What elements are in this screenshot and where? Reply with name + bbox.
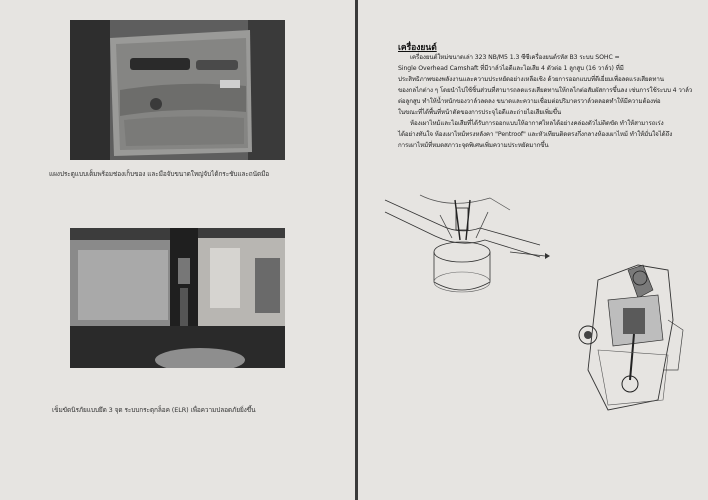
- door-trim-caption: แผงประตูแบบเต็มพร้อมช่องเก็บของ และมือจับขนาดใหญ่จับได้กระชับและถนัดมือ: [49, 170, 270, 178]
- body-line-5: ต่อลูกสูบ ทำให้น้ำหนักของวาล์วลดลง ขนาดและความเชื่อมต่อปริมาตรวาล์วตลอดทำให้มีความต้องท่อ: [398, 98, 661, 105]
- door-trim-illustration: [70, 20, 285, 160]
- section-heading: เครื่องยนต์: [398, 43, 437, 53]
- seat-belt-caption: เข็มขัดนิรภัยแบบยึด 3 จุด ระบบกระตุกล็อค (ELR) เพื่อความปลอดภัยยิ่งขึ้น: [52, 406, 256, 414]
- right-page: [358, 0, 708, 500]
- seat-belt-illustration: [70, 228, 285, 368]
- body-line-9: การเผาไหม้ที่หมดสภาวะจุดพิเศษเพิ่มความประหยัดมากขึ้น: [398, 142, 549, 149]
- body-line-8: ได้อย่างทันใจ ห้องเผาไหม้ทรงหลังคา "Pentroof" และหัวเทียนติดตรงกึ่งกลางห้องเผาไหม้ ทำให้มั่นใจได้ถึง: [398, 131, 673, 138]
- seat-belt-photo: [70, 228, 285, 368]
- body-line-3: ประสิทธิภาพของพลังงานและความประหยัดอย่างเหลือเชิง ด้วยการออกแบบที่ดีเยี่ยมเพื่อลดแรงเสียดทาน: [398, 76, 664, 83]
- intake-valve-diagram: [380, 190, 550, 310]
- engine-cutaway-diagram: [568, 260, 698, 420]
- body-line-2: Single Overhead Camshaft ที่มีวาล์วไอดีและไอเสีย 4 ตัวต่อ 1 ลูกสูบ (16 วาล์ว) ที่มี: [398, 65, 624, 72]
- body-line-7: ห้องเผาไหม้และไอเสียที่ได้รับการออกแบบให้อากาศไหลได้อย่างคล่องตัวไม่ติดขัด ทำให้สามารถเร่ง: [410, 120, 664, 127]
- door-trim-photo: [70, 20, 285, 160]
- body-line-1: เครื่องยนต์ใหม่ขนาดเล่า 323 NB/M5 1.3 ซีซีเครื่องยนต์รหัส B3 ระบบ SOHC =: [410, 54, 620, 61]
- body-line-4: ของกลไกต่าง ๆ โดยนำไปใช้ชิ้นส่วนที่สามารถลดแรงเสียดทานให้กลไกต่อสัมผัสการขึ้นลง เช่นการใช้ระบบ 4 วาล์ว: [398, 87, 693, 94]
- body-line-6: ในขณะที่ได้พื้นที่หน้าตัดของการประจุไอดีและถ่ายไอเสียเพิ่มขึ้น: [398, 109, 562, 116]
